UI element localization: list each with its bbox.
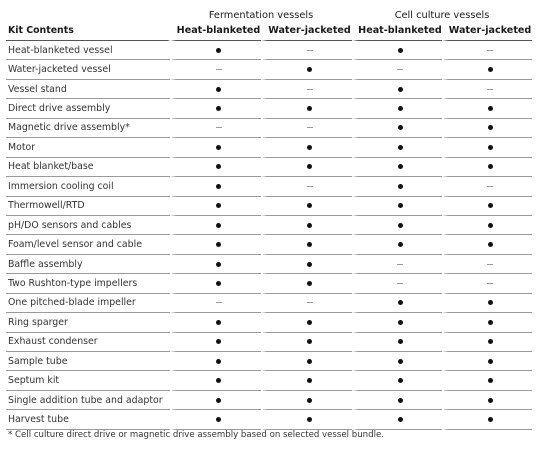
included-bullet-icon [398,320,403,325]
not-included-dash-icon [307,50,313,51]
included-bullet-icon [307,339,312,344]
included-bullet-icon [307,203,312,208]
included-bullet-icon [216,223,221,228]
cell-fermentation-water-jacketed [261,80,352,99]
group-label-fermentation: Fermentation vessels [208,10,314,21]
cell-fermentation-water-jacketed [261,197,352,216]
group-label-cell-culture: Cell culture vessels [394,10,490,21]
cell-fermentation-heat-blanketed [170,235,261,254]
table-row [6,177,532,196]
kit-contents-table [6,4,532,430]
table-row [6,99,532,118]
included-bullet-icon [307,281,312,286]
table-row [6,294,532,313]
table-row [6,333,532,352]
included-bullet-icon [488,339,493,344]
kit-item-label: Motor [6,138,170,157]
included-bullet-icon [488,106,493,111]
not-included-dash-icon [216,69,222,70]
included-bullet-icon [216,164,221,169]
cell-fermentation-water-jacketed [261,158,352,177]
included-bullet-icon [216,242,221,247]
included-bullet-icon [488,67,493,72]
cell-cell-culture-heat-blanketed [352,255,442,274]
cell-cell-culture-heat-blanketed [352,371,442,390]
not-included-dash-icon [487,50,493,51]
cell-fermentation-water-jacketed [261,313,352,332]
not-included-dash-icon [307,127,313,128]
table-row [6,138,532,157]
included-bullet-icon [307,320,312,325]
kit-item-label: Sample tube [6,352,170,371]
cell-cell-culture-water-jacketed [442,313,532,332]
included-bullet-icon [216,48,221,53]
cell-fermentation-heat-blanketed [170,99,261,118]
cell-cell-culture-heat-blanketed [352,158,442,177]
not-included-dash-icon [397,283,403,284]
cell-fermentation-heat-blanketed [170,41,261,60]
included-bullet-icon [488,125,493,130]
cell-fermentation-heat-blanketed [170,255,261,274]
cell-fermentation-heat-blanketed [170,80,261,99]
included-bullet-icon [398,417,403,422]
cell-cell-culture-water-jacketed [442,119,532,138]
table-row [6,352,532,371]
not-included-dash-icon [487,283,493,284]
kit-item-label: Foam/level sensor and cable [6,235,170,254]
included-bullet-icon [307,67,312,72]
included-bullet-icon [307,242,312,247]
cell-fermentation-heat-blanketed [170,294,261,313]
cell-fermentation-water-jacketed [261,333,352,352]
cell-fermentation-water-jacketed [261,294,352,313]
column-header-fermentation-water-jacketed: Water-jacketed [261,21,352,41]
included-bullet-icon [216,378,221,383]
included-bullet-icon [398,87,403,92]
cell-fermentation-water-jacketed [261,99,352,118]
included-bullet-icon [488,398,493,403]
included-bullet-icon [398,223,403,228]
table-row [6,391,532,410]
included-bullet-icon [488,300,493,305]
cell-cell-culture-water-jacketed [442,333,532,352]
cell-fermentation-water-jacketed [261,177,352,196]
column-header-kit-contents: Kit Contents [6,21,170,41]
cell-cell-culture-heat-blanketed [352,313,442,332]
included-bullet-icon [398,203,403,208]
table-row [6,60,532,79]
cell-cell-culture-water-jacketed [442,177,532,196]
cell-cell-culture-water-jacketed [442,60,532,79]
cell-fermentation-water-jacketed [261,138,352,157]
included-bullet-icon [216,262,221,267]
kit-item-label: Baffle assembly [6,255,170,274]
included-bullet-icon [307,262,312,267]
cell-fermentation-heat-blanketed [170,216,261,235]
kit-item-label: Exhaust condenser [6,333,170,352]
included-bullet-icon [216,106,221,111]
included-bullet-icon [398,145,403,150]
included-bullet-icon [488,417,493,422]
included-bullet-icon [488,320,493,325]
cell-cell-culture-water-jacketed [442,371,532,390]
cell-fermentation-heat-blanketed [170,410,261,429]
included-bullet-icon [398,125,403,130]
cell-fermentation-heat-blanketed [170,60,261,79]
cell-cell-culture-heat-blanketed [352,80,442,99]
cell-fermentation-heat-blanketed [170,119,261,138]
cell-cell-culture-water-jacketed [442,255,532,274]
cell-cell-culture-water-jacketed [442,352,532,371]
cell-cell-culture-water-jacketed [442,410,532,429]
kit-item-label: Two Rushton-type impellers [6,274,170,293]
included-bullet-icon [398,242,403,247]
table-row [6,410,532,429]
table-row [6,80,532,99]
cell-cell-culture-water-jacketed [442,274,532,293]
cell-cell-culture-heat-blanketed [352,410,442,429]
included-bullet-icon [216,320,221,325]
table-row [6,371,532,390]
included-bullet-icon [398,378,403,383]
cell-fermentation-water-jacketed [261,410,352,429]
included-bullet-icon [398,359,403,364]
kit-item-label: Vessel stand [6,80,170,99]
kit-item-label: Harvest tube [6,410,170,429]
kit-item-label: pH/DO sensors and cables [6,216,170,235]
included-bullet-icon [307,223,312,228]
kit-item-label: Heat blanket/base [6,158,170,177]
cell-fermentation-heat-blanketed [170,158,261,177]
cell-cell-culture-water-jacketed [442,294,532,313]
included-bullet-icon [488,203,493,208]
kit-item-label: Septum kit [6,371,170,390]
table-header [6,4,532,41]
table-row [6,255,532,274]
cell-fermentation-heat-blanketed [170,274,261,293]
kit-item-label: Direct drive assembly [6,99,170,118]
cell-cell-culture-water-jacketed [442,216,532,235]
not-included-dash-icon [216,302,222,303]
included-bullet-icon [307,106,312,111]
included-bullet-icon [307,359,312,364]
cell-cell-culture-heat-blanketed [352,391,442,410]
cell-fermentation-water-jacketed [261,216,352,235]
column-header-row [6,21,532,41]
cell-cell-culture-water-jacketed [442,197,532,216]
cell-cell-culture-heat-blanketed [352,41,442,60]
table-row [6,235,532,254]
cell-cell-culture-heat-blanketed [352,333,442,352]
included-bullet-icon [216,145,221,150]
included-bullet-icon [216,339,221,344]
cell-cell-culture-heat-blanketed [352,177,442,196]
included-bullet-icon [488,164,493,169]
cell-fermentation-heat-blanketed [170,333,261,352]
cell-cell-culture-water-jacketed [442,99,532,118]
included-bullet-icon [307,164,312,169]
included-bullet-icon [398,339,403,344]
group-header-fermentation [170,4,352,21]
cell-cell-culture-heat-blanketed [352,99,442,118]
kit-item-label: One pitched-blade impeller [6,294,170,313]
cell-fermentation-heat-blanketed [170,197,261,216]
not-included-dash-icon [397,264,403,265]
column-header-cell-culture-heat-blanketed: Heat-blanketed [352,21,442,41]
cell-fermentation-water-jacketed [261,41,352,60]
column-header-fermentation-heat-blanketed: Heat-blanketed [170,21,261,41]
kit-item-label: Magnetic drive assembly* [6,119,170,138]
cell-fermentation-heat-blanketed [170,138,261,157]
cell-cell-culture-water-jacketed [442,138,532,157]
included-bullet-icon [488,378,493,383]
vessel-group-header-row [6,4,532,21]
included-bullet-icon [488,242,493,247]
cell-cell-culture-water-jacketed [442,391,532,410]
cell-fermentation-water-jacketed [261,371,352,390]
included-bullet-icon [216,87,221,92]
kit-item-label: Thermowell/RTD [6,197,170,216]
included-bullet-icon [216,417,221,422]
included-bullet-icon [488,359,493,364]
included-bullet-icon [307,145,312,150]
cell-cell-culture-water-jacketed [442,158,532,177]
kit-item-label: Single addition tube and adaptor [6,391,170,410]
not-included-dash-icon [307,302,313,303]
table-row [6,119,532,138]
included-bullet-icon [307,398,312,403]
included-bullet-icon [398,184,403,189]
cell-cell-culture-water-jacketed [442,80,532,99]
included-bullet-icon [307,378,312,383]
not-included-dash-icon [216,127,222,128]
table-row [6,158,532,177]
cell-fermentation-heat-blanketed [170,352,261,371]
cell-cell-culture-heat-blanketed [352,294,442,313]
table-body [6,41,532,430]
table-row [6,313,532,332]
included-bullet-icon [398,164,403,169]
included-bullet-icon [398,106,403,111]
included-bullet-icon [488,223,493,228]
cell-cell-culture-heat-blanketed [352,216,442,235]
kit-item-label: Heat-blanketed vessel [6,41,170,60]
not-included-dash-icon [487,186,493,187]
cell-fermentation-water-jacketed [261,352,352,371]
cell-cell-culture-water-jacketed [442,235,532,254]
footnote: * Cell culture direct drive or magnetic drive assembly based on selected vessel bundle. [8,430,384,440]
included-bullet-icon [488,145,493,150]
included-bullet-icon [398,300,403,305]
cell-fermentation-water-jacketed [261,255,352,274]
cell-fermentation-water-jacketed [261,60,352,79]
kit-item-label: Ring sparger [6,313,170,332]
cell-cell-culture-heat-blanketed [352,352,442,371]
included-bullet-icon [216,203,221,208]
cell-fermentation-heat-blanketed [170,391,261,410]
cell-cell-culture-heat-blanketed [352,197,442,216]
cell-fermentation-water-jacketed [261,119,352,138]
cell-fermentation-water-jacketed [261,274,352,293]
cell-fermentation-water-jacketed [261,391,352,410]
cell-cell-culture-water-jacketed [442,41,532,60]
cell-cell-culture-heat-blanketed [352,274,442,293]
not-included-dash-icon [487,264,493,265]
table-row [6,274,532,293]
included-bullet-icon [398,48,403,53]
included-bullet-icon [216,281,221,286]
cell-fermentation-heat-blanketed [170,177,261,196]
group-header-cell-culture [352,4,532,21]
not-included-dash-icon [487,89,493,90]
not-included-dash-icon [397,69,403,70]
table-row [6,197,532,216]
table-row [6,216,532,235]
included-bullet-icon [398,398,403,403]
cell-fermentation-heat-blanketed [170,371,261,390]
not-included-dash-icon [307,89,313,90]
group-header-spacer [6,4,170,21]
table-row [6,41,532,60]
cell-cell-culture-heat-blanketed [352,235,442,254]
cell-cell-culture-heat-blanketed [352,119,442,138]
included-bullet-icon [216,184,221,189]
included-bullet-icon [216,359,221,364]
kit-item-label: Water-jacketed vessel [6,60,170,79]
included-bullet-icon [307,417,312,422]
kit-item-label: Immersion cooling coil [6,177,170,196]
column-header-cell-culture-water-jacketed: Water-jacketed [442,21,532,41]
cell-cell-culture-heat-blanketed [352,138,442,157]
included-bullet-icon [216,398,221,403]
cell-cell-culture-heat-blanketed [352,60,442,79]
cell-fermentation-heat-blanketed [170,313,261,332]
cell-fermentation-water-jacketed [261,235,352,254]
not-included-dash-icon [307,186,313,187]
